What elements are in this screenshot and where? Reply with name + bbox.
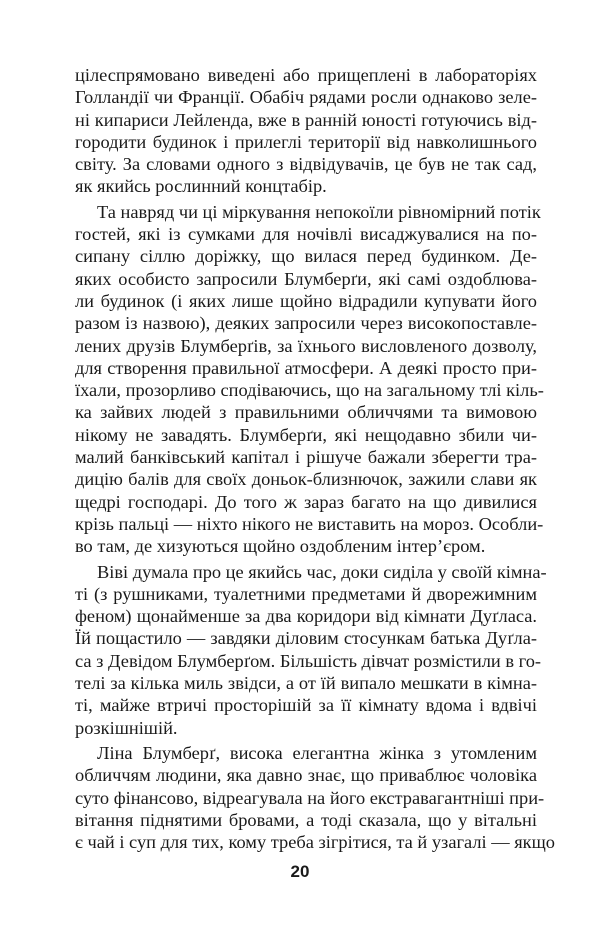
text-line: лених друзів Блумберґів, за їхнього висловленого дозволу, [75,335,537,356]
text-line: Віві думала про це якийсь час, доки сиділа у своїй кімна- [97,561,547,582]
text-line: крізь пальці — ніхто нікого не виставить на мороз. Особли- [75,513,544,534]
text-line: городити будинок і прилеглі території від навколишнього [75,131,537,152]
text-line: Та навряд чи ці міркування непокоїли рівномірний потік [97,201,541,222]
paragraph [75,201,544,558]
text-line: нікому не завадять. Блумберґи, які нещодавно збили чи- [75,424,537,445]
text-line: розкішнішій. [75,717,178,738]
text-line: во там, де хизуються щойно оздобленим інтер’єром. [75,536,486,557]
text-line: малий банківський капітал і рішуче бажали зберегти тра- [75,447,537,468]
text-line: ті (з рушниками, туалетними предметами й дворежимним [75,583,537,604]
text-line: ні кипариси Лейленда, вже в ранній юності готуючись від- [75,109,537,130]
text-line: щедрі господарі. До того ж зараз багато на що дивилися [75,491,537,512]
text-line: феном) щонайменше за два коридори від кімнати Дуґласа. [75,606,537,627]
text-line: для створення правильної атмосфери. А деякі просто при- [75,357,537,378]
text-line: разом із назвою), деяких запросили через високопоставле- [75,313,537,334]
paragraph [75,742,555,853]
text-line: Голландії чи Франції. Обабіч рядами росли однаково зеле- [75,87,537,108]
paragraph [75,64,537,198]
text-line: яких особисто запросили Блумберґи, які самі оздоблюва- [75,268,537,289]
text-line: обличчям людини, яка давно знає, що приваблює чоловіка [75,765,537,786]
text-line: ка зайвих людей з правильними обличчями та вимовою [75,402,537,423]
text-line: є чай і суп для тих, кому треба зігрітися, та й узагалі — якщо [75,832,555,853]
text-line: ті, майже втричі просторішій за її кімнату вдома і вдвічі [75,695,537,716]
text-line: са з Девідом Блумберґом. Більшість дівчат розмістили в го- [75,650,542,671]
paragraph [75,561,547,739]
page-body [75,64,555,853]
text-line: Ліна Блумберґ, висока елегантна жінка з утомленим [97,742,537,763]
text-line: вітання піднятими бровами, а тоді сказала, що у вітальні [75,809,537,830]
text-line: телі за кілька миль звідси, а от їй випало мешкати в кімна- [75,673,537,694]
text-line: їхали, прозорливо сподіваючись, що на загальному тлі кіль- [75,380,544,401]
text-line: як якийсь рослинний концтабір. [75,176,327,197]
text-line: сипану сіллю доріжку, що вилася перед будинком. Де- [75,246,537,267]
text-line: суто фінансово, відреагувала на його екстравагантніші при- [75,787,545,808]
text-line: гостей, які із сумками для ночівлі висаджувалися на по- [75,224,537,245]
text-line: Їй пощастило — завдяки діловим стосункам батька Дуґла- [75,628,537,649]
text-line: ли будинок (і яких лише щойно відрадили купувати його [75,290,537,311]
text-line: цілеспрямовано виведені або прищеплені в лабораторіях [75,65,537,85]
text-line: дицію балів для своїх доньок-близнючок, зажили слави як [75,469,537,490]
text-line: світу. За словами одного з відвідувачів, це був не так сад, [75,154,537,175]
page-number: 20 [290,862,310,881]
